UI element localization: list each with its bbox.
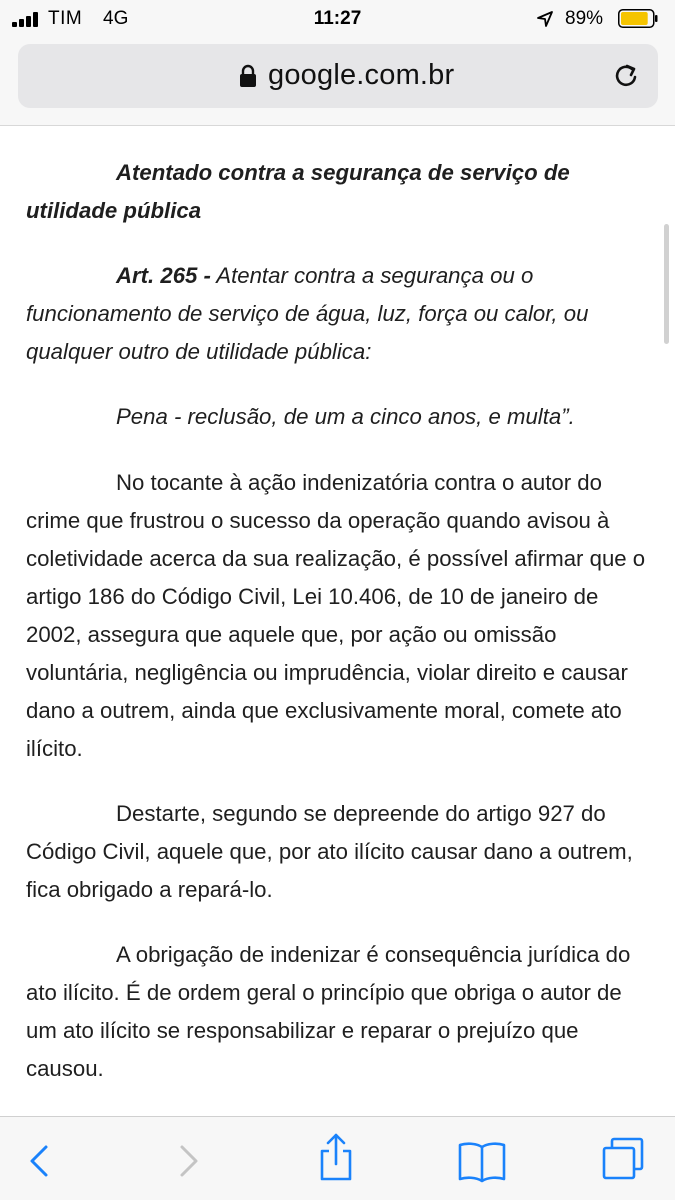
clock: 11:27 (313, 8, 362, 29)
paragraph: Destarte, segundo se depreende do artigo 927 do Código Civil, aquele que, por ato ilícito causar dano a outrem, fica obrigado a repará-lo. (26, 801, 633, 902)
section-heading: Atentado contra a segurança de serviço de utilidade pública (26, 160, 570, 223)
web-content (0, 126, 675, 1116)
battery-icon (618, 9, 658, 28)
bookmarks-icon (456, 1139, 508, 1183)
paragraph: A obrigação de indenizar é consequência jurídica do ato ilícito. É de ordem geral o princípio que obriga o autor de um ato ilícito se responsabilizar e reparar o prejuízo que causou. (26, 942, 631, 1081)
location-icon (536, 10, 554, 28)
article-text: Atentar contra a segurança ou o funcionamento de serviço de água, luz, força ou calor, ou qualquer outro de utilidade pública: (26, 263, 589, 364)
forward-icon (166, 1139, 210, 1183)
address-bar[interactable] (18, 44, 658, 108)
tabs-button[interactable] (600, 1135, 648, 1179)
back-button[interactable] (18, 1139, 62, 1183)
carrier-name: TIM (48, 8, 83, 29)
top-chrome (0, 0, 675, 126)
share-icon (314, 1131, 358, 1183)
article-265 (26, 257, 648, 371)
back-icon (18, 1139, 62, 1183)
battery-percent: 89% (565, 8, 604, 29)
tabs-icon (600, 1135, 648, 1183)
network-type: 4G (103, 8, 129, 29)
document-body (26, 154, 648, 1115)
bookmarks-button[interactable] (456, 1139, 508, 1183)
scroll-indicator[interactable] (664, 224, 669, 344)
bottom-toolbar (0, 1116, 675, 1200)
share-button[interactable] (314, 1131, 358, 1175)
penalty-text: Pena - reclusão, de um a cinco anos, e multa”. (116, 404, 575, 429)
lock-icon (238, 64, 258, 88)
reload-icon[interactable] (610, 60, 642, 92)
url-text[interactable]: google.com.br (268, 59, 455, 91)
paragraph: No tocante à ação indenizatória contra o autor do crime que frustrou o sucesso da operação quando avisou à coletividade acerca da sua realização, é possível afirmar que o artigo 186 do Código Civil, Lei 10.406, de 10 de janeiro de 2002, assegura que aquele que, por ação ou omissão voluntária, negligência ou imprudência, violar direito e causar dano a outrem, ainda que exclusivamente moral, comete ato ilícito. (26, 470, 646, 761)
article-label: Art. 265 - (116, 263, 211, 288)
forward-button[interactable] (166, 1139, 210, 1183)
status-bar (0, 0, 675, 38)
